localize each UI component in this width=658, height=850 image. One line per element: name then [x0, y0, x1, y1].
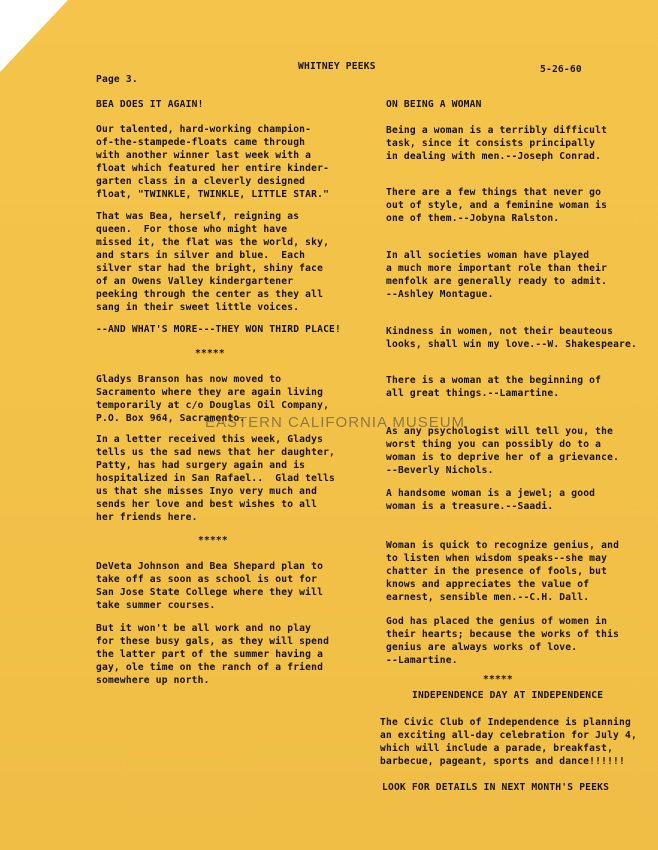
- left-paragraph-3: --AND WHAT'S MORE---THEY WON THIRD PLACE!: [96, 324, 342, 335]
- quote-conrad: Being a woman is a terribly difficult task, since it consists principally in dealing with men.--Joseph Conrad.: [386, 125, 608, 162]
- left-heading-bea: BEA DOES IT AGAIN!: [96, 99, 204, 110]
- right-heading-woman: ON BEING A WOMAN: [386, 99, 482, 110]
- left-paragraph-7: But it won't be all work and no play for these busy gals, as they will spend the latter part of the summer having a gay, ole time on the ranch of a friend somewhere up north.: [96, 623, 330, 686]
- newsletter-title: WHITNEY PEEKS: [298, 61, 376, 72]
- quote-nichols: As any psychologist will tell you, the worst thing you can possibly do to a woman is to deprive her of a grievance. --Beverly Nichols.: [386, 426, 620, 476]
- quote-lamartine-1: There is a woman at the beginning of all great things.--Lamartine.: [386, 375, 602, 399]
- left-separator-2: *****: [198, 535, 228, 546]
- quote-ralston: There are a few things that never go out of style, and a feminine woman is one of them.--Jobyna Ralston.: [386, 187, 608, 224]
- issue-date: 5-26-60: [540, 64, 582, 75]
- independence-details-note: LOOK FOR DETAILS IN NEXT MONTH'S PEEKS: [382, 782, 610, 793]
- quote-shakespeare: Kindness in women, not their beauteous looks, shall win my love.--W. Shakespeare.: [386, 326, 637, 350]
- left-paragraph-4: Gladys Branson has now moved to Sacramento where they are again living temporarily at c/o Douglas Oil Company, P.O. Box 964, Sacramento.: [96, 374, 330, 424]
- right-heading-independence: INDEPENDENCE DAY AT INDEPENDENCE: [412, 690, 604, 701]
- right-separator: *****: [483, 674, 513, 685]
- quote-lamartine-2: God has placed the genius of women in their hearts; because the works of this genius are always works of love. --Lamartine.: [386, 616, 620, 666]
- quote-dall: Woman is quick to recognize genius, and to listen when wisdom speaks--she may chatter in the presence of fools, but knows and appreciates the value of earnest, sensible men.--C.H. Dall.: [386, 540, 620, 603]
- independence-paragraph: The Civic Club of Independence is planning an exciting all-day celebration for July 4, which will include a parade, breakfast, barbecue, pageant, sports and dance!!!!!!: [380, 717, 637, 767]
- page-number: Page 3.: [96, 74, 138, 85]
- left-paragraph-1: Our talented, hard-working champion- of-the-stampede-floats came through with another winner last week with a float which featured her entire kinder- garten class in a cleverly designed float, "TWINKLE, TWINKLE, LITTLE STAR.": [96, 124, 330, 200]
- museum-watermark: EASTERN CALIFORNIA MUSEUM: [205, 414, 466, 431]
- left-paragraph-6: DeVeta Johnson and Bea Shepard plan to take off as soon as school is out for San Jose State College where they will take summer courses.: [96, 561, 324, 611]
- quote-montague: In all societies woman have played a much more important role than their menfolk are generally ready to admit. --Ashley Montague.: [386, 250, 608, 300]
- left-separator-1: *****: [195, 348, 225, 359]
- left-paragraph-5: In a letter received this week, Gladys tells us the sad news that her daughter, Patty, has had surgery again and is hospitalized in San Rafael.. Glad tells us that she misses Inyo very much and sends her love and best wishes to all her friends here.: [96, 434, 336, 523]
- left-paragraph-2: That was Bea, herself, reigning as queen. For those who might have missed it, the flat was the world, sky, and stars in silver and blue. Each silver star had the bright, shiny face of an Owens Valley kindergartener peeking through the center as they all sang in their sweet little voices.: [96, 211, 330, 313]
- quote-saadi: A handsome woman is a jewel; a good woman is a treasure.--Saadi.: [386, 488, 596, 512]
